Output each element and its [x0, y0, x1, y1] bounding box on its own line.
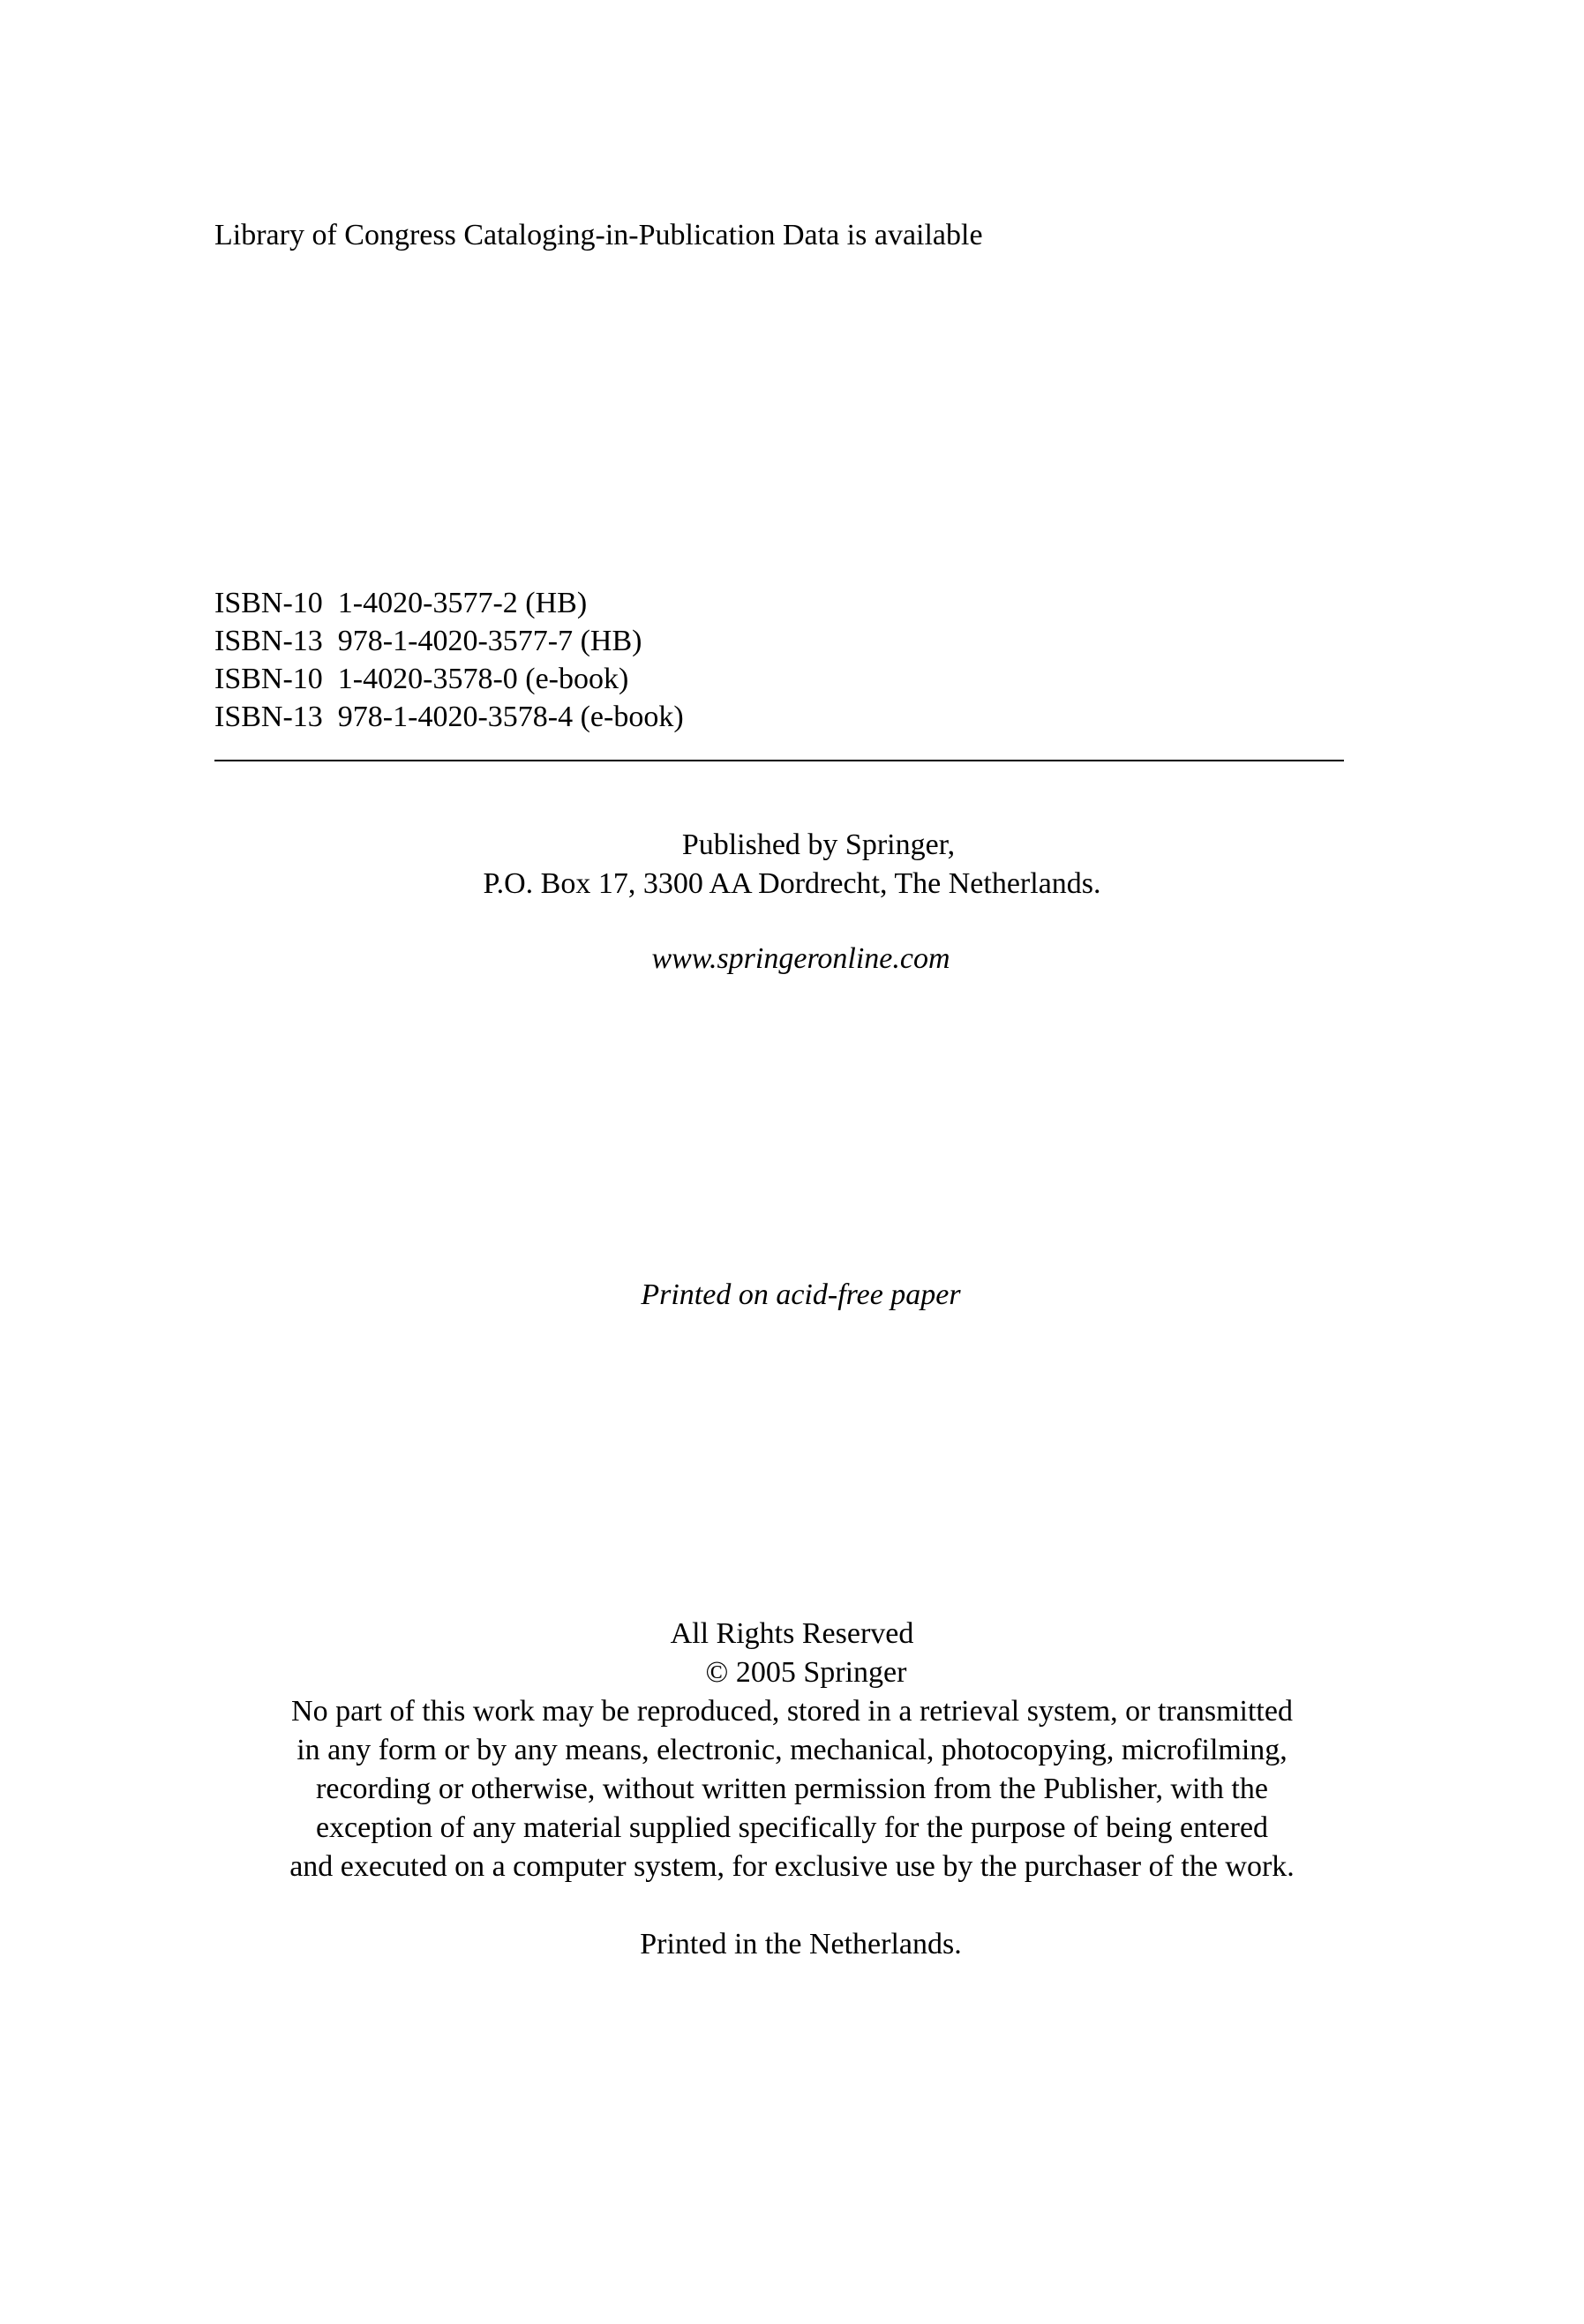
isbn-row [214, 622, 684, 660]
publisher-website: www.springeronline.com [651, 942, 950, 975]
isbn-value: 1-4020-3578-0 (e-book) [337, 663, 629, 695]
isbn-value: 978-1-4020-3577-7 (HB) [337, 625, 642, 657]
copyright-notice: © 2005 Springer [705, 1656, 907, 1689]
publisher-name: Published by Springer, [681, 828, 956, 861]
notice-line: No part of this work may be reproduced, stored in a retrieval system, or transmitted [291, 1695, 1293, 1728]
isbn-label: ISBN-13 [214, 625, 323, 657]
acid-free-paper-note: Printed on acid-free paper [641, 1278, 961, 1311]
isbn-label: ISBN-10 [214, 587, 323, 619]
isbn-row [214, 660, 684, 698]
rights-reserved: All Rights Reserved [670, 1617, 914, 1650]
notice-line: and executed on a computer system, for exclusive use by the purchaser of the work. [289, 1850, 1295, 1883]
horizontal-divider [214, 760, 1344, 761]
isbn-value: 978-1-4020-3578-4 (e-book) [337, 701, 684, 733]
printed-in-statement: Printed in the Netherlands. [640, 1928, 962, 1960]
notice-line: in any form or by any means, electronic, mechanical, photocopying, microfilming, [297, 1734, 1287, 1766]
cip-statement: Library of Congress Cataloging-in-Publication Data is available [214, 219, 983, 251]
isbn-list [214, 584, 684, 736]
isbn-label: ISBN-13 [214, 701, 323, 733]
isbn-row [214, 584, 684, 622]
notice-line: exception of any material supplied specifically for the purpose of being entered [315, 1811, 1269, 1844]
notice-line: recording or otherwise, without written permission from the Publisher, with the [316, 1773, 1268, 1805]
publisher-address: P.O. Box 17, 3300 AA Dordrecht, The Netherlands. [483, 867, 1101, 900]
isbn-label: ISBN-10 [214, 663, 323, 695]
reproduction-notice [0, 1692, 1584, 1886]
isbn-value: 1-4020-3577-2 (HB) [337, 587, 588, 619]
isbn-row [214, 698, 684, 736]
